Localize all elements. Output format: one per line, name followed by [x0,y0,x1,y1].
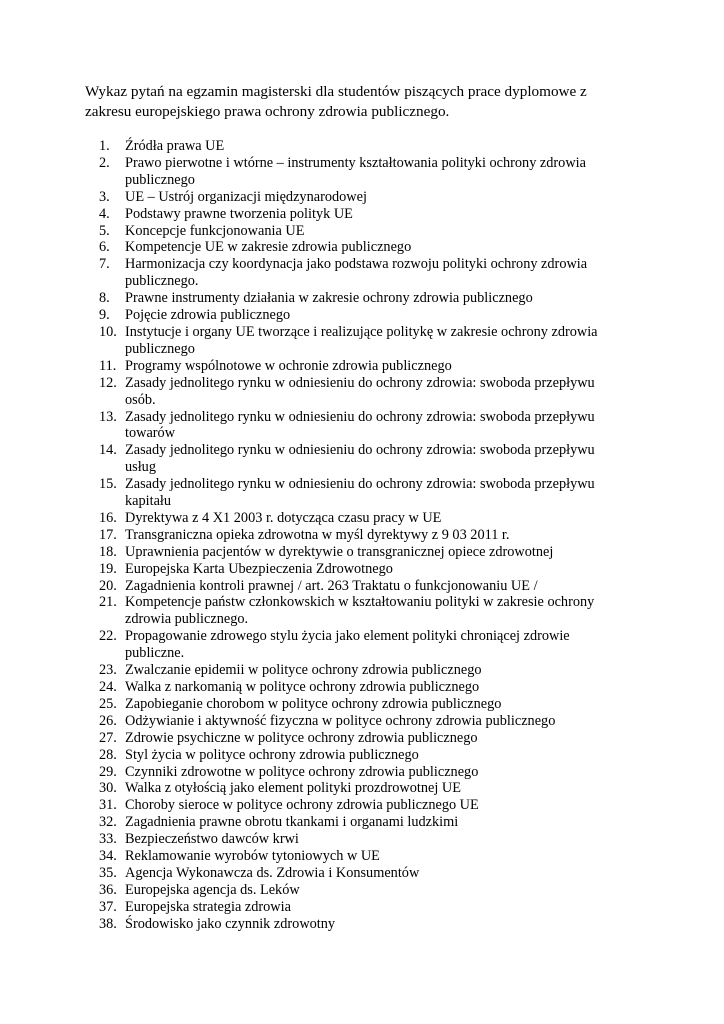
list-item [85,358,638,375]
list-item [85,409,638,443]
item-text: Zagadnienia prawne obrotu tkankami i organami ludzkimi [125,814,459,831]
document-title: Wykaz pytań na egzamin magisterski dla studentów piszących prace dyplomowe z zakresu europejskiego prawa ochrony zdrowia publicznego. [85,83,587,120]
item-number: 7. [99,256,110,273]
item-text: Transgraniczna opieka zdrowotna w myśl dyrektywy z 9 03 2011 r. [125,526,510,543]
item-number: 24. [99,679,117,695]
list-item [85,831,638,848]
item-number: 26. [99,712,117,729]
list-item [85,594,638,628]
list-item [85,713,638,730]
item-text: Bezpieczeństwo dawców krwi [125,831,299,848]
list-item [85,290,638,307]
item-text: Źródła prawa UE [125,138,225,154]
item-text: Koncepcje funkcjonowania UE [125,222,305,239]
item-text: Odżywianie i aktywność fizyczna w polityce ochrony zdrowia publicznego [125,712,556,729]
list-item [85,578,638,595]
question-list [85,138,638,933]
list-item [85,797,638,814]
item-text: Programy wspólnotowe w ochronie zdrowia publicznego [125,357,452,374]
item-text: Podstawy prawne tworzenia polityk UE [125,205,353,222]
list-item [85,848,638,865]
item-number: 27. [99,729,117,746]
item-text: Pojęcie zdrowia publicznego [125,307,291,324]
item-number: 35. [99,864,117,881]
item-text: Zapobieganie chorobom w polityce ochrony zdrowia publicznego [125,695,502,712]
item-text: Europejska Karta Ubezpieczenia Zdrowotnego [125,560,393,577]
list-item [85,442,638,476]
list-item [85,223,638,240]
item-number: 19. [99,560,117,577]
list-item [85,764,638,781]
item-text: Kompetencje państw członkowskich w kształtowaniu polityki w zakresie ochrony zdrowia publicznego. [125,594,595,628]
item-number: 8. [99,290,110,307]
item-number: 11. [99,357,117,374]
item-number: 14. [99,442,117,459]
item-text: Styl życia w polityce ochrony zdrowia publicznego [125,746,419,763]
item-number: 2. [99,154,110,171]
item-number: 18. [99,543,117,560]
item-text: Środowisko jako czynnik zdrowotny [125,915,336,932]
item-number: 23. [99,662,117,679]
list-item [85,679,638,696]
item-number: 3. [99,188,110,205]
list-item [85,882,638,899]
list-item [85,696,638,713]
item-text: Prawne instrumenty działania w zakresie ochrony zdrowia publicznego [125,290,533,307]
item-number: 1. [99,138,110,154]
list-item [85,375,638,409]
item-text: Zwalczanie epidemii w polityce ochrony zdrowia publicznego [125,662,482,679]
item-number: 33. [99,831,117,848]
list-item [85,138,638,155]
list-item [85,628,638,662]
list-item [85,780,638,797]
item-number: 25. [99,695,117,712]
item-text: Europejska agencja ds. Leków [125,881,300,898]
list-item [85,256,638,290]
list-item [85,189,638,206]
item-text: Choroby sieroce w polityce ochrony zdrowia publicznego UE [125,797,479,814]
list-item [85,814,638,831]
item-text: Walka z otyłością jako element polityki prozdrowotnej UE [125,780,461,797]
item-number: 34. [99,848,117,865]
list-item [85,307,638,324]
list-item [85,239,638,256]
item-text: Instytucje i organy UE tworzące i realizujące politykę w zakresie ochrony zdrowia publicznego [125,323,598,357]
item-text: Uprawnienia pacjentów w dyrektywie o transgranicznej opiece zdrowotnej [125,543,554,560]
item-text: UE – Ustrój organizacji międzynarodowej [125,188,367,205]
list-item [85,662,638,679]
item-number: 21. [99,594,117,611]
item-text: Zasady jednolitego rynku w odniesieniu do ochrony zdrowia: swoboda przepływu towarów [125,408,595,442]
item-number: 9. [99,307,110,324]
item-text: Zasady jednolitego rynku w odniesieniu do ochrony zdrowia: swoboda przepływu osób. [125,374,595,408]
list-item [85,510,638,527]
item-number: 10. [99,323,117,340]
list-item [85,865,638,882]
item-text: Zdrowie psychiczne w polityce ochrony zdrowia publicznego [125,729,478,746]
list-item [85,747,638,764]
item-text: Walka z narkomanią w polityce ochrony zdrowia publicznego [125,679,480,695]
item-number: 16. [99,509,117,526]
item-number: 31. [99,797,117,814]
list-item [85,544,638,561]
item-text: Propagowanie zdrowego stylu życia jako element polityki chroniącej zdrowie publiczne. [125,628,570,662]
list-item [85,324,638,358]
item-number: 12. [99,374,117,391]
item-number: 22. [99,628,117,645]
item-text: Reklamowanie wyrobów tytoniowych w UE [125,848,380,865]
item-text: Kompetencje UE w zakresie zdrowia publicznego [125,239,412,256]
item-number: 20. [99,577,117,594]
item-text: Czynniki zdrowotne w polityce ochrony zdrowia publicznego [125,763,479,780]
list-item [85,206,638,223]
list-item [85,527,638,544]
item-text: Prawo pierwotne i wtórne – instrumenty kształtowania polityki ochrony zdrowia publicznego [125,154,586,188]
item-number: 5. [99,222,110,239]
list-item [85,155,638,189]
list-item [85,561,638,578]
item-number: 32. [99,814,117,831]
item-number: 37. [99,898,117,915]
list-item [85,476,638,510]
item-number: 4. [99,205,110,222]
item-text: Harmonizacja czy koordynacja jako podstawa rozwoju polityki ochrony zdrowia publicznego. [125,256,588,290]
item-text: Agencja Wykonawcza ds. Zdrowia i Konsumentów [125,864,420,881]
item-number: 36. [99,881,117,898]
item-text: Europejska strategia zdrowia [125,898,291,915]
list-item [85,730,638,747]
item-text: Zagadnienia kontroli prawnej / art. 263 Traktatu o funkcjonowaniu UE / [125,577,538,594]
item-number: 15. [99,476,117,493]
item-number: 38. [99,915,117,932]
list-item [85,916,638,933]
item-text: Zasady jednolitego rynku w odniesieniu do ochrony zdrowia: swoboda przepływu usług [125,442,595,476]
item-number: 30. [99,780,117,797]
item-number: 28. [99,746,117,763]
item-number: 6. [99,239,110,256]
item-text: Zasady jednolitego rynku w odniesieniu do ochrony zdrowia: swoboda przepływu kapitału [125,476,595,510]
list-item [85,899,638,916]
item-text: Dyrektywa z 4 X1 2003 r. dotycząca czasu pracy w UE [125,509,442,526]
item-number: 17. [99,526,117,543]
item-number: 29. [99,763,117,780]
item-number: 13. [99,408,117,425]
